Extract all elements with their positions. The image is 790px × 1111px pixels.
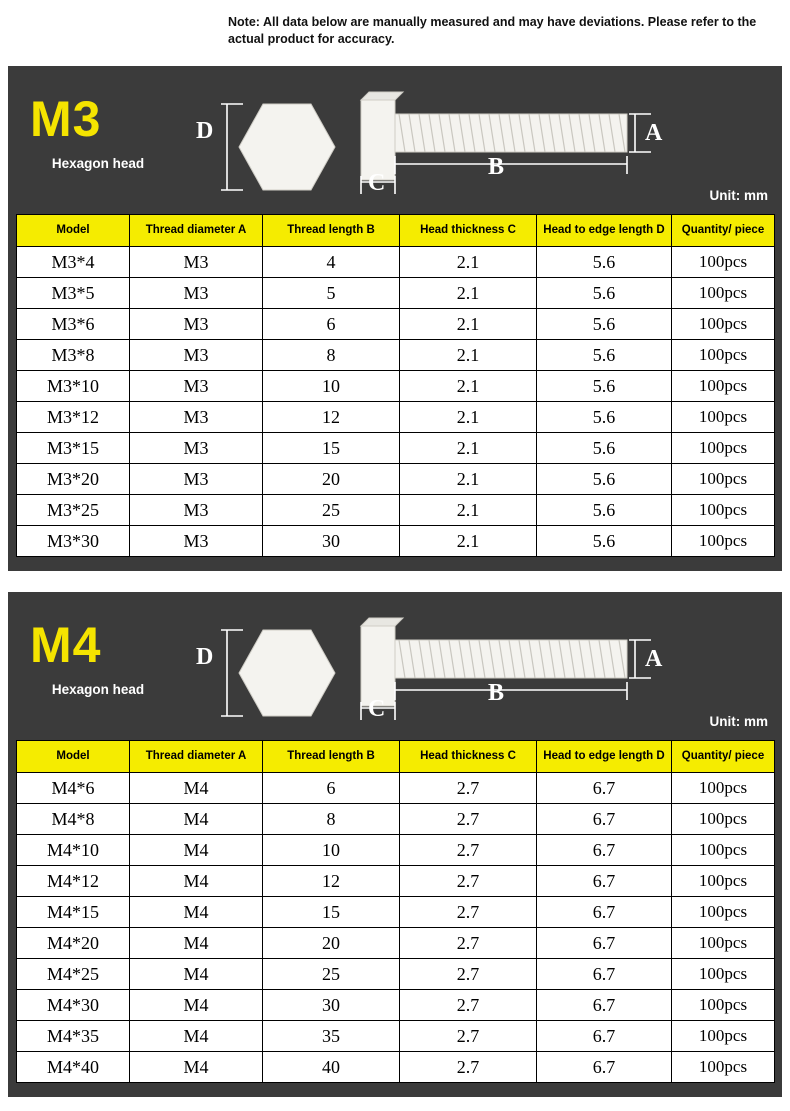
bolt-diagram-svg xyxy=(183,608,663,738)
size-subtitle: Hexagon head xyxy=(51,682,145,697)
cell-quantity: 100pcs xyxy=(672,402,775,433)
cell-head-thickness: 2.1 xyxy=(400,371,537,402)
cell-model: M4*25 xyxy=(17,959,130,990)
dimension-letter-d: D xyxy=(196,644,214,670)
cell-thread-diameter: M4 xyxy=(130,959,263,990)
cell-thread-length: 20 xyxy=(263,464,400,495)
cell-thread-length: 8 xyxy=(263,340,400,371)
cell-head-thickness: 2.1 xyxy=(400,247,537,278)
cell-quantity: 100pcs xyxy=(672,495,775,526)
cell-quantity: 100pcs xyxy=(672,990,775,1021)
cell-thread-length: 30 xyxy=(263,990,400,1021)
cell-quantity: 100pcs xyxy=(672,835,775,866)
cell-quantity: 100pcs xyxy=(672,247,775,278)
cell-quantity: 100pcs xyxy=(672,309,775,340)
measurement-note: Note: All data below are manually measured and may have deviations. Please refer to the actual product for accuracy. xyxy=(228,15,757,46)
cell-thread-length: 6 xyxy=(263,309,400,340)
dimension-letter-b: B xyxy=(488,154,505,180)
dimension-letter-a: A xyxy=(645,120,663,146)
cell-model: M4*40 xyxy=(17,1052,130,1083)
cell-thread-diameter: M4 xyxy=(130,990,263,1021)
cell-thread-diameter: M3 xyxy=(130,464,263,495)
bolt-diagram xyxy=(183,82,663,212)
cell-thread-length: 20 xyxy=(263,928,400,959)
cell-head-to-edge: 5.6 xyxy=(537,247,672,278)
spec-table-m3 xyxy=(16,214,775,557)
cell-thread-length: 25 xyxy=(263,959,400,990)
dimension-letter-a: A xyxy=(645,646,663,672)
size-subtitle: Hexagon head xyxy=(51,156,145,171)
cell-thread-diameter: M4 xyxy=(130,1021,263,1052)
cell-quantity: 100pcs xyxy=(672,340,775,371)
cell-head-to-edge: 5.6 xyxy=(537,309,672,340)
cell-thread-diameter: M3 xyxy=(130,402,263,433)
cell-thread-length: 12 xyxy=(263,866,400,897)
cell-head-to-edge: 6.7 xyxy=(537,928,672,959)
cell-thread-diameter: M4 xyxy=(130,773,263,804)
cell-thread-diameter: M3 xyxy=(130,526,263,557)
column-header-head-thickness: Head thickness C xyxy=(400,741,537,773)
cell-thread-length: 25 xyxy=(263,495,400,526)
table-row xyxy=(17,495,775,526)
cell-thread-length: 30 xyxy=(263,526,400,557)
cell-model: M4*10 xyxy=(17,835,130,866)
cell-head-to-edge: 6.7 xyxy=(537,1052,672,1083)
cell-quantity: 100pcs xyxy=(672,959,775,990)
table-header xyxy=(17,215,775,247)
table-row xyxy=(17,804,775,835)
cell-head-thickness: 2.7 xyxy=(400,897,537,928)
unit-label: Unit: mm xyxy=(709,188,768,203)
table-row xyxy=(17,340,775,371)
cell-head-to-edge: 6.7 xyxy=(537,959,672,990)
column-header-head-thickness: Head thickness C xyxy=(400,215,537,247)
table-row xyxy=(17,1021,775,1052)
table-row xyxy=(17,402,775,433)
cell-thread-diameter: M3 xyxy=(130,433,263,464)
cell-thread-diameter: M4 xyxy=(130,928,263,959)
dimension-letter-d: D xyxy=(196,118,214,144)
cell-head-to-edge: 5.6 xyxy=(537,495,672,526)
table-row xyxy=(17,1052,775,1083)
column-header-quantity: Quantity/ piece xyxy=(672,741,775,773)
cell-thread-length: 6 xyxy=(263,773,400,804)
table-row xyxy=(17,835,775,866)
cell-thread-length: 4 xyxy=(263,247,400,278)
table-row xyxy=(17,928,775,959)
cell-head-to-edge: 6.7 xyxy=(537,866,672,897)
cell-model: M3*20 xyxy=(17,464,130,495)
table-header-row xyxy=(17,741,775,773)
cell-model: M3*25 xyxy=(17,495,130,526)
cell-head-thickness: 2.7 xyxy=(400,835,537,866)
table-row xyxy=(17,866,775,897)
spec-table-m4 xyxy=(16,740,775,1083)
column-header-quantity: Quantity/ piece xyxy=(672,215,775,247)
cell-head-thickness: 2.7 xyxy=(400,1052,537,1083)
cell-thread-length: 15 xyxy=(263,897,400,928)
cell-thread-diameter: M4 xyxy=(130,1052,263,1083)
table-row xyxy=(17,247,775,278)
table-header-row xyxy=(17,215,775,247)
table-row xyxy=(17,464,775,495)
dimension-letter-c: C xyxy=(368,696,386,722)
cell-quantity: 100pcs xyxy=(672,371,775,402)
cell-quantity: 100pcs xyxy=(672,866,775,897)
cell-thread-length: 35 xyxy=(263,1021,400,1052)
cell-head-thickness: 2.7 xyxy=(400,804,537,835)
column-header-thread-length: Thread length B xyxy=(263,215,400,247)
column-header-head-to-edge: Head to edge length D xyxy=(537,741,672,773)
spec-panel-m4 xyxy=(8,592,782,1097)
table-row xyxy=(17,526,775,557)
table-body-m3 xyxy=(17,247,775,557)
cell-head-to-edge: 5.6 xyxy=(537,340,672,371)
cell-thread-diameter: M3 xyxy=(130,247,263,278)
bolt-diagram-svg xyxy=(183,82,663,212)
dimension-letter-b: B xyxy=(488,680,505,706)
column-header-model: Model xyxy=(17,741,130,773)
cell-quantity: 100pcs xyxy=(672,464,775,495)
cell-model: M4*15 xyxy=(17,897,130,928)
cell-head-thickness: 2.1 xyxy=(400,464,537,495)
cell-model: M3*15 xyxy=(17,433,130,464)
cell-thread-diameter: M4 xyxy=(130,866,263,897)
cell-thread-diameter: M3 xyxy=(130,340,263,371)
cell-model: M4*35 xyxy=(17,1021,130,1052)
cell-model: M3*8 xyxy=(17,340,130,371)
cell-head-to-edge: 6.7 xyxy=(537,990,672,1021)
column-header-thread-length: Thread length B xyxy=(263,741,400,773)
cell-model: M4*30 xyxy=(17,990,130,1021)
cell-model: M3*10 xyxy=(17,371,130,402)
cell-head-to-edge: 6.7 xyxy=(537,773,672,804)
table-header xyxy=(17,741,775,773)
column-header-head-to-edge: Head to edge length D xyxy=(537,215,672,247)
cell-head-thickness: 2.1 xyxy=(400,278,537,309)
cell-head-thickness: 2.1 xyxy=(400,340,537,371)
cell-model: M4*20 xyxy=(17,928,130,959)
cell-head-to-edge: 6.7 xyxy=(537,835,672,866)
cell-head-thickness: 2.1 xyxy=(400,309,537,340)
cell-model: M3*12 xyxy=(17,402,130,433)
column-header-thread-diameter: Thread diameter A xyxy=(130,741,263,773)
cell-model: M4*12 xyxy=(17,866,130,897)
cell-head-thickness: 2.7 xyxy=(400,1021,537,1052)
cell-head-to-edge: 6.7 xyxy=(537,897,672,928)
table-row xyxy=(17,959,775,990)
cell-model: M3*5 xyxy=(17,278,130,309)
cell-head-to-edge: 5.6 xyxy=(537,464,672,495)
cell-quantity: 100pcs xyxy=(672,773,775,804)
cell-head-to-edge: 5.6 xyxy=(537,278,672,309)
cell-model: M3*4 xyxy=(17,247,130,278)
cell-thread-diameter: M4 xyxy=(130,804,263,835)
column-header-thread-diameter: Thread diameter A xyxy=(130,215,263,247)
cell-quantity: 100pcs xyxy=(672,928,775,959)
cell-head-thickness: 2.1 xyxy=(400,402,537,433)
cell-head-thickness: 2.7 xyxy=(400,773,537,804)
cell-thread-length: 12 xyxy=(263,402,400,433)
cell-head-to-edge: 6.7 xyxy=(537,1021,672,1052)
cell-thread-diameter: M3 xyxy=(130,371,263,402)
table-body-m4 xyxy=(17,773,775,1083)
cell-head-thickness: 2.1 xyxy=(400,495,537,526)
cell-thread-length: 40 xyxy=(263,1052,400,1083)
cell-model: M3*6 xyxy=(17,309,130,340)
cell-quantity: 100pcs xyxy=(672,526,775,557)
cell-model: M3*30 xyxy=(17,526,130,557)
cell-head-to-edge: 5.6 xyxy=(537,433,672,464)
unit-label: Unit: mm xyxy=(709,714,768,729)
cell-thread-length: 10 xyxy=(263,835,400,866)
cell-thread-length: 5 xyxy=(263,278,400,309)
cell-head-thickness: 2.7 xyxy=(400,928,537,959)
table-row xyxy=(17,897,775,928)
cell-quantity: 100pcs xyxy=(672,433,775,464)
cell-head-thickness: 2.1 xyxy=(400,526,537,557)
cell-thread-diameter: M4 xyxy=(130,835,263,866)
table-row xyxy=(17,433,775,464)
table-row xyxy=(17,990,775,1021)
cell-thread-diameter: M4 xyxy=(130,897,263,928)
cell-thread-length: 15 xyxy=(263,433,400,464)
cell-model: M4*8 xyxy=(17,804,130,835)
cell-model: M4*6 xyxy=(17,773,130,804)
table-row xyxy=(17,309,775,340)
table-row xyxy=(17,371,775,402)
cell-head-thickness: 2.7 xyxy=(400,866,537,897)
cell-head-thickness: 2.7 xyxy=(400,959,537,990)
cell-thread-length: 10 xyxy=(263,371,400,402)
spec-panel-m3 xyxy=(8,66,782,571)
cell-thread-diameter: M3 xyxy=(130,278,263,309)
cell-head-thickness: 2.1 xyxy=(400,433,537,464)
cell-head-to-edge: 5.6 xyxy=(537,402,672,433)
cell-quantity: 100pcs xyxy=(672,804,775,835)
table-row xyxy=(17,278,775,309)
cell-quantity: 100pcs xyxy=(672,1052,775,1083)
cell-head-to-edge: 5.6 xyxy=(537,526,672,557)
cell-quantity: 100pcs xyxy=(672,1021,775,1052)
dimension-letter-c: C xyxy=(368,170,386,196)
cell-head-to-edge: 6.7 xyxy=(537,804,672,835)
size-title: M4 xyxy=(30,617,102,673)
table-row xyxy=(17,773,775,804)
cell-quantity: 100pcs xyxy=(672,278,775,309)
cell-head-to-edge: 5.6 xyxy=(537,371,672,402)
cell-thread-length: 8 xyxy=(263,804,400,835)
column-header-model: Model xyxy=(17,215,130,247)
cell-head-thickness: 2.7 xyxy=(400,990,537,1021)
bolt-diagram xyxy=(183,608,663,738)
cell-quantity: 100pcs xyxy=(672,897,775,928)
cell-thread-diameter: M3 xyxy=(130,495,263,526)
cell-thread-diameter: M3 xyxy=(130,309,263,340)
size-title: M3 xyxy=(30,91,102,147)
